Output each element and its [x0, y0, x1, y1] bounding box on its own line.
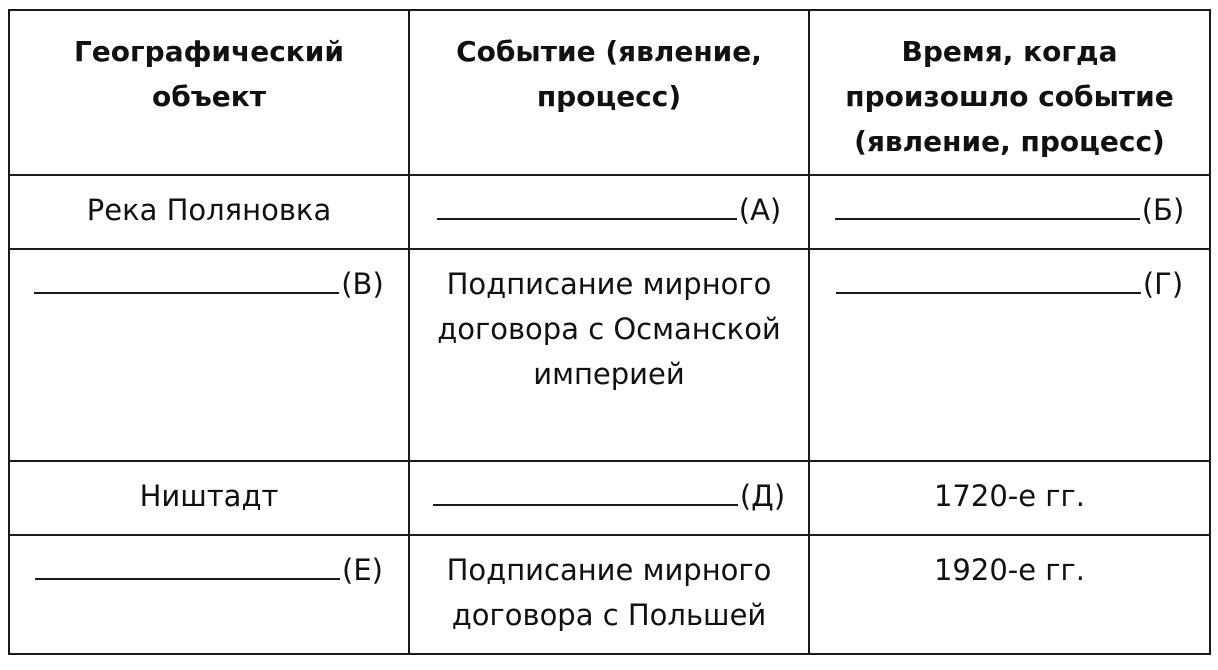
answer-blank: [34, 262, 339, 294]
table-row: [9, 249, 1210, 461]
cell-object: [9, 535, 409, 654]
blank-letter: (Е): [342, 553, 383, 587]
cell-time: [809, 175, 1210, 249]
cell-event: [409, 175, 809, 249]
answer-blank: [433, 474, 738, 506]
answer-blank: [437, 188, 737, 220]
table-row: [9, 535, 1210, 654]
cell-time: 1720-е гг.: [809, 461, 1210, 535]
cell-object: Река Поляновка: [9, 175, 409, 249]
answer-blank: [835, 188, 1140, 220]
cell-time: [809, 249, 1210, 461]
blank-letter: (В): [341, 267, 384, 301]
header-event: Событие (явление, процесс): [409, 10, 809, 175]
table-row: [9, 461, 1210, 535]
answer-blank: [836, 262, 1141, 294]
cell-event: Подписание мирного договора с Польшей: [409, 535, 809, 654]
blank-letter: (Д): [739, 479, 786, 513]
cell-object: [9, 249, 409, 461]
header-row: [9, 10, 1210, 175]
table-row: [9, 175, 1210, 249]
blank-letter: (А): [738, 193, 782, 227]
cell-object: Ништадт: [9, 461, 409, 535]
task-table: [8, 9, 1211, 655]
cell-event: Подписание мирного договора с Османской империей: [409, 249, 809, 461]
cell-time: 1920-е гг.: [809, 535, 1210, 654]
blank-letter: (Б): [1141, 193, 1185, 227]
blank-letter: (Г): [1142, 267, 1184, 301]
answer-blank: [35, 548, 340, 580]
header-geographic-object: Географический объект: [9, 10, 409, 175]
header-time: Время, когда произошло событие (явление, процесс): [809, 10, 1210, 175]
cell-event: [409, 461, 809, 535]
